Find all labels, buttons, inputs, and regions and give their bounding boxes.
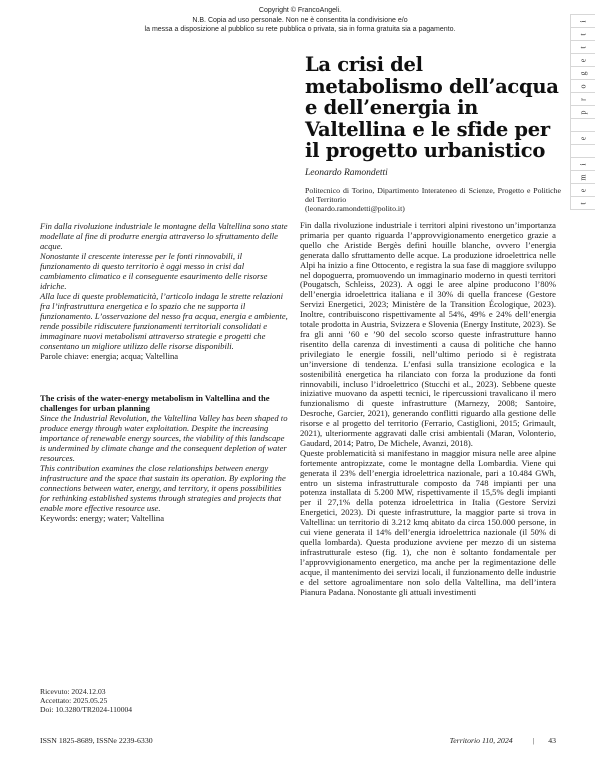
keywords-italian: Parole chiave: energia; acqua; Valtellina (40, 351, 179, 361)
copyright-line: la messa a disposizione al pubblico su rete pubblica o privata, sia in forma gratuita sia a pagamento. (144, 26, 456, 33)
footer-journal-info (450, 736, 556, 745)
series-banner-letter: m (578, 174, 588, 181)
article-title-line: Valtellina e le sfide per (305, 117, 550, 141)
author-name: Leonardo Ramondetti (305, 168, 388, 178)
series-banner-letter: e (578, 58, 588, 63)
series-banner-letter: p (578, 110, 588, 115)
received-date: Ricevuto: 2024.12.03 (40, 687, 106, 696)
abstract-paragraph: Since the Industrial Revolution, the Valtellina Valley has been shaped to produce energy through water exploitation. Despite the increasing importance of renewable energy sources, the viability of this landscape is undermined by climate change and the consequent depletion of water resources. (40, 413, 288, 463)
abstract-english-title: The crisis of the water-energy metabolism in Valtellina and the challenges for urban planning (40, 393, 270, 413)
affiliation-text: Politecnico di Torino, Dipartimento Interateneo di Scienze, Progetto e Politiche del Territorio (305, 186, 561, 205)
series-banner-letter: e (578, 188, 588, 193)
copyright-line: N.B. Copia ad uso personale. Non ne è consentita la condivisione e/o (192, 16, 408, 24)
series-banner-letter: e (578, 136, 588, 141)
submission-dates (40, 687, 132, 714)
journal-issue: Territorio 110, 2024 (449, 736, 513, 745)
series-banner-letter: t (578, 46, 588, 49)
series-banner-letter: i (578, 20, 588, 23)
abstract-paragraph: Nonostante il crescente interesse per le fonti rinnovabili, il funzionamento di questo territorio è oggi messo in crisi dal cambiamento climatico e il conseguente esaurimento delle risorse idriche. (40, 251, 268, 291)
doi: Doi: 10.3280/TR2024-110004 (40, 705, 133, 714)
author-affiliation (305, 186, 561, 214)
keywords-english: Keywords: energy; water; Valtellina (40, 513, 165, 523)
abstract-paragraph: Alla luce di queste problematicità, l’articolo indaga le strette relazioni fra l’infrastruttura energetica e lo spazio che ne supporta il funzionamento. L’osservazione del nesso fra acqua, energia e ambiente, rende possibile ridiscutere funzionamenti territoriali consolidati e immaginare nuovi metabolismi attraverso strategie e progetti che consentano un migliore utilizzo delle risorse disponibili. (40, 291, 288, 351)
abstract-paragraph: This contribution examines the close relationships between energy infrastructure and the space that sustain its operation. By exploring the connections between water, energy, and territory, it opens possibilities for rethinking established systems through strategies and projects that enable more effective resource use. (40, 463, 286, 513)
accepted-date: Accettato: 2025.05.25 (40, 696, 108, 705)
article-title-line: metabolismo dell’acqua (305, 74, 559, 98)
author-email: (leonardo.ramondetti@polito.it) (305, 204, 405, 214)
series-banner-letter: g (578, 71, 588, 76)
series-banner-letter: r (578, 98, 588, 101)
body-paragraph: Fin dalla rivoluzione industriale i territori alpini rivestono un’importanza primaria per quanto riguarda l’approvvigionamento energetico grazie a quello che Aristide Bergès definì houille blanche, ovvero l’energia generata dallo sfruttamento delle acque. La produzione idroelettrica nelle Alpi ha inizio a fine Ottocento, e registra la sua fase di maggiore sviluppo nel dopoguerra, promuovendo un immaginario moderno in questi territori (Pougatsch, Schleiss, 2023). A oggi le aree alpine producono l’80% dell’energia idroelettrica italiana e il 30% di quella francese (Gestore Servizi Energetici, 2023; Ministère de la Transition Écologique, 2023). Inoltre, contribuiscono rispettivamente al 54%, 49% e 24% dell’energia totale prodotta in Austria, Svizzera e Slovenia (Energy Institute, 2023). Se fra gli anni ’60 e ’90 del secolo scorso queste infrastrutture hanno risentito della carenza di investimenti a causa di politiche che hanno privilegiato le energie fossili, nell’ultimo periodo si è registrata un’inversione di tendenza. L’enfasi sulla transizione ecologica e la sostenibilità energetica ha rilanciato con forza la produzione da fonti rinnovabili, incluso l’idroelettrico (Stucchi et al., 2023). Sebbene queste iniziative muovano da aspetti tecnici, le ripercussioni travalicano il mero funzionalismo di queste infrastrutture (Marnezy, 2008; Santoire, Desroche, Garcier, 2021), generando conflitti riguardo alla gestione delle risorse e al progetto del territorio (Ferrario, Castiglioni, 2015; Grimault, 2021), ulteriormente aggravati dalle crisi ambientali (Maran, Volonterio, Gaudard, 2014; Patro, De Michele, Avanzi, 2018). (300, 220, 556, 448)
abstract-column (40, 221, 290, 523)
page-number: 43 (548, 736, 556, 745)
abstract-english (40, 413, 290, 513)
copyright-line: Copyright © FrancoAngeli. (258, 7, 342, 14)
article-title (305, 54, 561, 162)
article-body (300, 221, 556, 597)
abstract-paragraph: Fin dalla rivoluzione industriale le montagne della Valtellina sono state modellate al fine di produrre energia attraverso lo sfruttamento delle acque. (40, 221, 288, 251)
series-banner-letter: t (578, 202, 588, 205)
article-title-line: il progetto urbanistico (305, 139, 546, 162)
article-title-line: e dell’energia in (305, 96, 479, 119)
series-banner-letter: i (578, 163, 588, 166)
series-banner-letter: o (578, 84, 588, 89)
article-title-line: La crisi del (305, 53, 423, 76)
body-paragraph: Queste problematicità si manifestano in maggior misura nelle aree alpine fortemente antropizzate, come le montagne della Lombardia. Viene qui generata il 23% dell’energia idroelettrica nazionale, pari a 10.484 GWh, entro un sistema infrastrutturale composto da 748 impianti per una potenza installata di 5.200 MW, rispettivamente il 15,5% degli impianti per il 27,1% della potenza idroelettrica in Italia (Gestore Servizi Energetici, 2023). Di queste infrastrutture, la maggior parte si trova in Valtellina: un territorio di 3.212 kmq abitato da circa 150.000 persone, in cui viene generata il 14% dell’energia idroelettrica nazionale (il 50% di quella lombarda). Questa produzione avviene per mezzo di un sistema infrastrutturale esteso (fig. 1), che non è soltanto fondamentale per l’approvvigionamento energetico, ma anche per la regimentazione delle acque, il mantenimento dei servizi locali, il funzionamento delle industrie e del settore agroalimentare non solo della Valtellina, ma dell’intera Pianura Padana. Nonostante gli attuali investimenti (300, 447, 556, 597)
copyright-notice (0, 6, 600, 35)
issn-line: ISSN 1825-8689, ISSNe 2239-6330 (40, 736, 153, 745)
series-banner-temi-e-progetti (570, 14, 595, 210)
abstract-italian (40, 221, 290, 351)
series-banner-letter: t (578, 33, 588, 36)
footer-separator: | (532, 736, 535, 745)
